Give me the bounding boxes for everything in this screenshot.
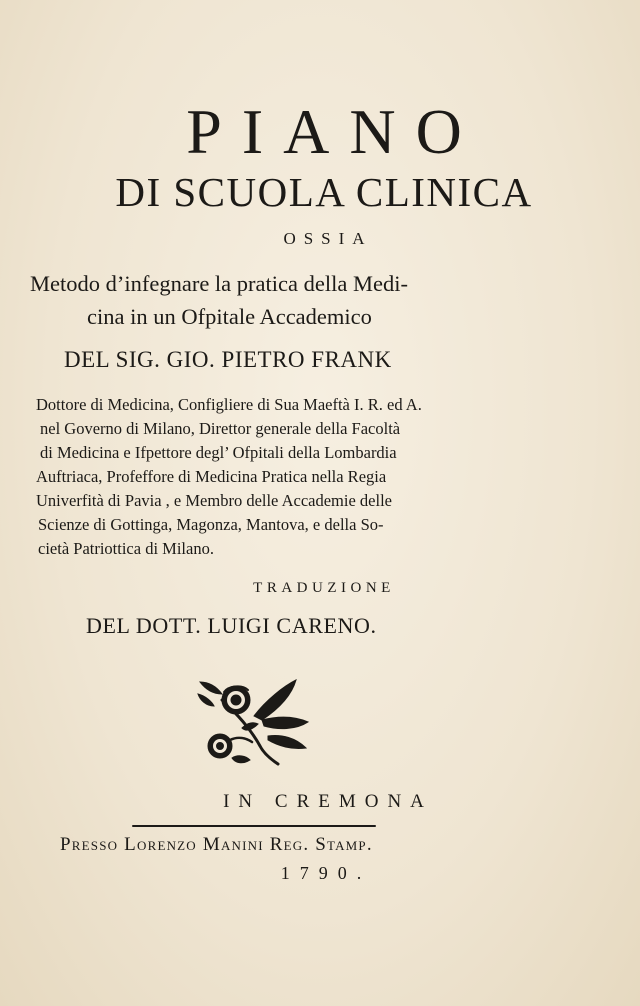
translator-line: DEL DOTT. LUIGI CARENO. bbox=[86, 613, 377, 638]
credentials-line: nel Governo di Milano, Direttor generale della Facoltà bbox=[40, 419, 401, 438]
credentials-line: di Medicina e Ifpettore degl’ Ofpitali della Lombardia bbox=[40, 443, 397, 462]
imprint-printer: Presso Lorenzo Manini Reg. Stamp. bbox=[60, 834, 373, 855]
description-line-2: cina in un Ofpitale Accademico bbox=[87, 304, 372, 329]
credentials-line: Scienze di Gottinga, Magonza, Mantova, e della So- bbox=[38, 515, 384, 534]
book-subtitle: DI SCUOLA CLINICA bbox=[115, 169, 533, 215]
ossia-word: OSSIA bbox=[283, 229, 373, 248]
traduzione-heading: TRADUZIONE bbox=[253, 580, 395, 596]
credentials-line: Dottore di Medicina, Configliere di Sua Maeftà I. R. ed A. bbox=[36, 395, 422, 414]
credentials-line: Auftriaca, Profeffore di Medicina Pratica nella Regia bbox=[36, 467, 387, 486]
book-title: PIANO bbox=[186, 96, 482, 167]
author-line: DEL SIG. GIO. PIETRO FRANK bbox=[64, 347, 392, 372]
imprint-year: 1790. bbox=[280, 863, 372, 883]
imprint-city: IN CREMONA bbox=[223, 791, 433, 812]
floral-ornament-icon bbox=[192, 676, 314, 768]
imprint-rule bbox=[132, 825, 376, 827]
credentials-line: Univerfità di Pavia , e Membro delle Accademie delle bbox=[36, 491, 392, 510]
description-line-1: Metodo d’infegnare la pratica della Medi- bbox=[30, 271, 408, 296]
credentials-line: cietà Patriottica di Milano. bbox=[38, 539, 214, 558]
